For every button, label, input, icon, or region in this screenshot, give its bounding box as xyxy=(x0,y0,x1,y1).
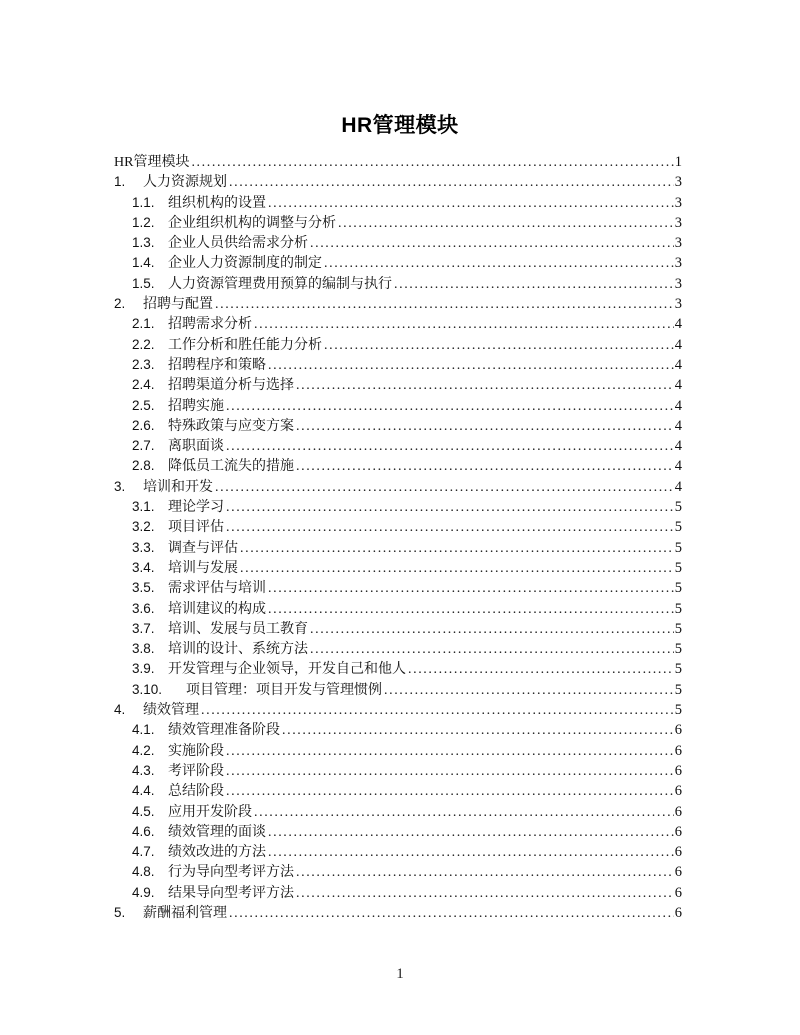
toc-entry-page: 5 xyxy=(674,499,682,516)
toc-entry-page: 4 xyxy=(674,316,682,333)
toc-entry-page: 5 xyxy=(674,641,682,658)
toc-dot-leader xyxy=(268,194,674,214)
toc-entry-label: 考评阶段 xyxy=(168,763,224,779)
toc-entry[interactable] xyxy=(114,862,682,882)
toc-entry[interactable] xyxy=(114,477,682,497)
toc-entry[interactable] xyxy=(114,497,682,517)
toc-dot-leader xyxy=(229,904,674,924)
toc-entry-label: 招聘与配置 xyxy=(143,297,213,313)
toc-entry[interactable] xyxy=(114,578,682,598)
toc-entry-number: 5. xyxy=(114,904,126,920)
toc-entry-label: 工作分析和胜任能力分析 xyxy=(168,337,322,353)
toc-entry[interactable] xyxy=(114,233,682,253)
toc-dot-leader xyxy=(324,336,674,356)
toc-entry-number: 4.3. xyxy=(132,762,155,778)
toc-entry-page: 6 xyxy=(674,823,682,840)
toc-entry-page: 4 xyxy=(674,478,682,495)
toc-dot-leader xyxy=(201,701,674,721)
toc-entry-number: 4.8. xyxy=(132,864,155,880)
toc-entry-number: 3. xyxy=(114,478,126,494)
toc-entry-number: 4.2. xyxy=(132,742,155,758)
toc-entry-page: 6 xyxy=(674,722,682,739)
toc-entry-number: 1.4. xyxy=(132,255,155,271)
toc-entry-label: 需求评估与培训 xyxy=(168,581,266,597)
toc-entry-number: 4.5. xyxy=(132,803,155,819)
toc-entry-label: 绩效管理 xyxy=(143,703,199,719)
toc-entry-number: 1.5. xyxy=(132,275,155,291)
toc-entry[interactable] xyxy=(114,558,682,578)
toc-entry-number: 3.7. xyxy=(132,620,155,636)
toc-entry-number: 4.4. xyxy=(132,783,155,799)
toc-entry-page: 6 xyxy=(674,762,682,779)
toc-entry-number: 1.3. xyxy=(132,235,155,251)
toc-entry-page: 3 xyxy=(674,214,682,231)
toc-dot-leader xyxy=(215,478,674,498)
toc-entry[interactable] xyxy=(114,213,682,233)
toc-entry-page: 4 xyxy=(674,336,682,353)
toc-entry-label: 开发管理与企业领导，开发自己和他人 xyxy=(168,662,406,678)
toc-dot-leader xyxy=(268,356,674,376)
toc-entry[interactable] xyxy=(114,314,682,334)
toc-entry[interactable] xyxy=(114,396,682,416)
toc-entry[interactable] xyxy=(114,375,682,395)
toc-entry-label: 培训与发展 xyxy=(168,560,238,576)
toc-entry-page: 3 xyxy=(674,235,682,252)
toc-dot-leader xyxy=(268,823,674,843)
toc-entry-number: 2.2. xyxy=(132,336,155,352)
toc-entry-number: 3.2. xyxy=(132,519,155,535)
toc-entry-page: 4 xyxy=(674,417,682,434)
toc-entry-page: 5 xyxy=(674,681,682,698)
toc-entry-page: 3 xyxy=(674,275,682,292)
toc-dot-leader xyxy=(282,721,674,741)
toc-entry[interactable] xyxy=(114,253,682,273)
toc-dot-leader xyxy=(296,884,674,904)
toc-entry-page: 5 xyxy=(674,580,682,597)
document-title: HR管理模块 xyxy=(341,114,459,137)
toc-entry-number: 4. xyxy=(114,702,126,718)
toc-entry-number: 2.3. xyxy=(132,356,155,372)
toc-entry-label: 绩效改进的方法 xyxy=(168,845,266,861)
toc-dot-leader xyxy=(310,234,674,254)
toc-entry[interactable] xyxy=(114,842,682,862)
toc-entry-label: 招聘需求分析 xyxy=(168,317,252,333)
footer-page-number: 1 xyxy=(396,966,404,982)
toc-entry-label: 实施阶段 xyxy=(168,743,224,759)
toc-entry[interactable] xyxy=(114,538,682,558)
toc-entry-number: 2.8. xyxy=(132,458,155,474)
toc-entry-page: 6 xyxy=(674,864,682,881)
toc-entry[interactable] xyxy=(114,883,682,903)
table-of-contents xyxy=(114,152,682,923)
toc-entry-number: 3.8. xyxy=(132,641,155,657)
toc-entry[interactable] xyxy=(114,274,682,294)
toc-entry-page: 6 xyxy=(674,884,682,901)
toc-entry[interactable] xyxy=(114,335,682,355)
toc-entry-label: 人力资源管理费用预算的编制与执行 xyxy=(168,276,392,292)
toc-entry-number: 4.7. xyxy=(132,844,155,860)
toc-dot-leader xyxy=(310,640,674,660)
toc-entry[interactable] xyxy=(114,517,682,537)
toc-entry[interactable] xyxy=(114,152,682,172)
toc-entry[interactable] xyxy=(114,172,682,192)
toc-entry-label: 项目管理：项目开发与管理惯例 xyxy=(186,682,382,698)
toc-dot-leader xyxy=(296,417,674,437)
toc-entry-number: 1.2. xyxy=(132,214,155,230)
toc-entry-number: 2.7. xyxy=(132,438,155,454)
toc-dot-leader xyxy=(215,295,674,315)
toc-entry-page: 3 xyxy=(674,296,682,313)
toc-entry-number: 3.1. xyxy=(132,499,155,515)
toc-dot-leader xyxy=(240,559,674,579)
toc-dot-leader xyxy=(268,600,674,620)
toc-entry-label: 培训的设计、系统方法 xyxy=(168,642,308,658)
toc-entry-page: 5 xyxy=(674,661,682,678)
toc-entry[interactable] xyxy=(114,294,682,314)
toc-entry-page: 6 xyxy=(674,803,682,820)
toc-entry-label: 总结阶段 xyxy=(168,784,224,800)
toc-entry[interactable] xyxy=(114,903,682,923)
toc-entry[interactable] xyxy=(114,741,682,761)
toc-entry[interactable] xyxy=(114,639,682,659)
toc-entry-label: 企业组织机构的调整与分析 xyxy=(168,215,336,231)
toc-dot-leader xyxy=(254,803,674,823)
toc-entry-number: 3.9. xyxy=(132,661,155,677)
toc-entry[interactable] xyxy=(114,456,682,476)
toc-entry-page: 4 xyxy=(674,377,682,394)
toc-entry[interactable] xyxy=(114,680,682,700)
toc-entry[interactable] xyxy=(114,720,682,740)
toc-dot-leader xyxy=(226,437,674,457)
toc-entry-number: 4.9. xyxy=(132,884,155,900)
toc-entry-page: 3 xyxy=(674,255,682,272)
toc-entry-label: 招聘渠道分析与选择 xyxy=(168,378,294,394)
toc-entry-label: 项目评估 xyxy=(168,520,224,536)
toc-dot-leader xyxy=(296,457,674,477)
toc-entry-number: 2. xyxy=(114,296,126,312)
toc-entry-number: 3.6. xyxy=(132,600,155,616)
toc-entry[interactable] xyxy=(114,599,682,619)
toc-entry[interactable] xyxy=(114,802,682,822)
toc-dot-leader xyxy=(240,539,674,559)
toc-entry-page: 6 xyxy=(674,904,682,921)
toc-entry-number: 3.4. xyxy=(132,559,155,575)
toc-entry-page: 5 xyxy=(674,539,682,556)
toc-entry-label: 招聘程序和策略 xyxy=(168,357,266,373)
toc-entry-number: 3.5. xyxy=(132,580,155,596)
toc-dot-leader xyxy=(408,660,674,680)
toc-entry-label: 培训建议的构成 xyxy=(168,601,266,617)
toc-entry-label: 组织机构的设置 xyxy=(168,195,266,211)
toc-entry-label: 培训、发展与员工教育 xyxy=(168,621,308,637)
toc-entry[interactable] xyxy=(114,761,682,781)
toc-entry-page: 4 xyxy=(674,356,682,373)
toc-dot-leader xyxy=(191,153,674,173)
toc-entry-label: 人力资源规划 xyxy=(143,175,227,191)
toc-entry-page: 5 xyxy=(674,559,682,576)
toc-dot-leader xyxy=(296,376,674,396)
toc-dot-leader xyxy=(226,518,674,538)
toc-entry-label: 招聘实施 xyxy=(168,398,224,414)
toc-entry-number: 3.10. xyxy=(132,681,163,697)
toc-entry-label: 企业人力资源制度的制定 xyxy=(168,256,322,272)
toc-entry-label: 绩效管理准备阶段 xyxy=(168,723,280,739)
toc-entry-page: 6 xyxy=(674,844,682,861)
toc-entry-number: 4.1. xyxy=(132,722,155,738)
toc-entry-label: 薪酬福利管理 xyxy=(143,905,227,921)
toc-entry-page: 3 xyxy=(674,174,682,191)
toc-dot-leader xyxy=(310,620,674,640)
toc-entry-number: 2.6. xyxy=(132,417,155,433)
toc-entry-label: 调查与评估 xyxy=(168,540,238,556)
toc-entry-page: 1 xyxy=(674,154,682,170)
toc-entry-label: 绩效管理的面谈 xyxy=(168,824,266,840)
toc-entry-label: 结果导向型考评方法 xyxy=(168,885,294,901)
toc-entry[interactable] xyxy=(114,193,682,213)
toc-dot-leader xyxy=(394,275,674,295)
toc-entry[interactable] xyxy=(114,781,682,801)
toc-entry[interactable] xyxy=(114,355,682,375)
toc-entry[interactable] xyxy=(114,416,682,436)
toc-entry-number: 2.4. xyxy=(132,377,155,393)
toc-entry-page: 6 xyxy=(674,783,682,800)
toc-entry-page: 5 xyxy=(674,620,682,637)
toc-dot-leader xyxy=(226,782,674,802)
toc-entry-label: 理论学习 xyxy=(168,500,224,516)
toc-dot-leader xyxy=(226,498,674,518)
toc-entry[interactable] xyxy=(114,619,682,639)
toc-entry[interactable] xyxy=(114,822,682,842)
toc-dot-leader xyxy=(229,173,674,193)
toc-entry-label: 离职面谈 xyxy=(168,439,224,455)
toc-entry-label: 降低员工流失的措施 xyxy=(168,459,294,475)
toc-entry[interactable] xyxy=(114,659,682,679)
toc-dot-leader xyxy=(338,214,674,234)
toc-dot-leader xyxy=(268,579,674,599)
toc-dot-leader xyxy=(384,681,674,701)
toc-dot-leader xyxy=(324,254,674,274)
toc-dot-leader xyxy=(226,742,674,762)
toc-entry-page: 4 xyxy=(674,438,682,455)
toc-entry-label: 行为导向型考评方法 xyxy=(168,865,294,881)
toc-entry-number: 1. xyxy=(114,174,126,190)
toc-entry-number: 1.1. xyxy=(132,194,155,210)
toc-entry[interactable] xyxy=(114,700,682,720)
toc-entry-page: 5 xyxy=(674,600,682,617)
toc-entry-page: 3 xyxy=(674,194,682,211)
toc-entry-page: 4 xyxy=(674,397,682,414)
toc-entry-label: HR管理模块 xyxy=(114,155,190,170)
toc-entry-number: 2.1. xyxy=(132,316,155,332)
toc-entry-number: 4.6. xyxy=(132,823,155,839)
toc-entry-number: 3.3. xyxy=(132,539,155,555)
toc-dot-leader xyxy=(268,843,674,863)
toc-entry-label: 特殊政策与应变方案 xyxy=(168,418,294,434)
toc-dot-leader xyxy=(226,397,674,417)
toc-entry-page: 4 xyxy=(674,458,682,475)
toc-entry-number: 2.5. xyxy=(132,397,155,413)
toc-entry-page: 5 xyxy=(674,519,682,536)
toc-dot-leader xyxy=(226,762,674,782)
toc-entry-label: 应用开发阶段 xyxy=(168,804,252,820)
toc-dot-leader xyxy=(296,863,674,883)
toc-entry-page: 6 xyxy=(674,742,682,759)
toc-entry-label: 企业人员供给需求分析 xyxy=(168,236,308,252)
toc-entry[interactable] xyxy=(114,436,682,456)
toc-entry-label: 培训和开发 xyxy=(143,479,213,495)
toc-dot-leader xyxy=(254,315,674,335)
toc-entry-page: 5 xyxy=(674,702,682,719)
